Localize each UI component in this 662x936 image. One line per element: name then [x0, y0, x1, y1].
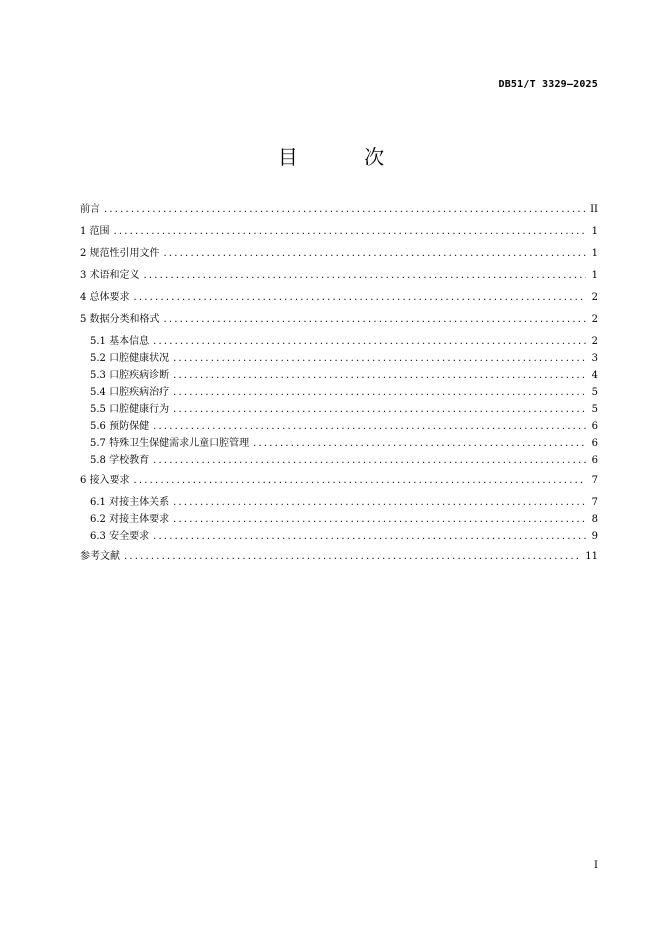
toc-entry-label: 6.1 对接主体关系	[90, 497, 170, 508]
toc-entry-page: 7	[591, 475, 598, 486]
toc-leader-dots	[173, 514, 586, 525]
toc-entry-label: 5.1 基本信息	[90, 336, 150, 347]
toc-entry[interactable]	[80, 527, 598, 543]
toc-entry-page: 2	[591, 314, 598, 325]
toc-leader-dots	[173, 387, 586, 398]
toc-entry-label: 5.3 口腔疾病诊断	[90, 370, 170, 381]
toc-entry[interactable]	[80, 434, 598, 450]
toc-leader-dots	[173, 497, 586, 508]
toc-entry-page: 1	[591, 226, 598, 237]
toc-entry[interactable]	[80, 332, 598, 348]
toc-entry-page: 6	[591, 421, 598, 432]
toc-entry[interactable]	[80, 547, 598, 564]
toc-entry-page: 1	[591, 270, 598, 281]
toc-entry[interactable]	[80, 471, 598, 488]
toc-leader-dots	[134, 475, 586, 486]
toc-entry-page: 11	[585, 551, 598, 562]
toc-entry[interactable]	[80, 383, 598, 399]
toc-entry[interactable]	[80, 493, 598, 509]
toc-entry[interactable]	[80, 366, 598, 382]
toc-entry-page: 2	[591, 336, 598, 347]
page-title: 目 次	[277, 145, 415, 169]
toc-entry-page: 8	[591, 514, 598, 525]
toc-entry[interactable]	[80, 417, 598, 433]
toc-entry-label: 5.2 口腔健康状况	[90, 353, 170, 364]
toc-entry[interactable]	[80, 244, 598, 261]
toc-entry-page: 7	[591, 497, 598, 508]
toc-entry-page: 3	[591, 353, 598, 364]
toc-entry[interactable]	[80, 349, 598, 365]
toc-leader-dots	[173, 370, 586, 381]
toc-leader-dots	[153, 421, 586, 432]
toc-entry[interactable]	[80, 451, 598, 467]
toc-entry[interactable]	[80, 266, 598, 283]
toc-entry-page: 4	[591, 370, 598, 381]
toc-leader-dots	[253, 438, 586, 449]
toc-leader-dots	[153, 336, 586, 347]
toc-entry-page: 6	[591, 455, 598, 466]
toc-leader-dots	[144, 270, 586, 281]
toc-entry-label: 5 数据分类和格式	[80, 314, 160, 325]
toc-leader-dots	[124, 551, 581, 562]
toc-leader-dots	[164, 314, 586, 325]
toc-entry-label: 3 术语和定义	[80, 270, 140, 281]
table-of-contents	[80, 200, 598, 569]
toc-entry-label: 5.6 预防保健	[90, 421, 150, 432]
toc-leader-dots	[173, 353, 586, 364]
toc-entry-page: 2	[591, 292, 598, 303]
toc-entry[interactable]	[80, 200, 598, 217]
toc-leader-dots	[134, 292, 586, 303]
toc-leader-dots	[104, 204, 586, 215]
toc-entry-label: 5.7 特殊卫生保健需求儿童口腔管理	[90, 438, 250, 449]
toc-entry-page: 9	[591, 531, 598, 542]
toc-entry-label: 前言	[80, 204, 100, 215]
toc-leader-dots	[114, 226, 586, 237]
toc-entry[interactable]	[80, 400, 598, 416]
toc-entry[interactable]	[80, 222, 598, 239]
toc-leader-dots	[153, 531, 586, 542]
toc-entry-label: 2 规范性引用文件	[80, 248, 160, 259]
toc-entry-label: 5.8 学校教育	[90, 455, 150, 466]
toc-entry-page: II	[590, 204, 598, 215]
toc-leader-dots	[153, 455, 586, 466]
toc-entry[interactable]	[80, 310, 598, 327]
toc-leader-dots	[173, 404, 586, 415]
toc-entry-page: 5	[591, 387, 598, 398]
toc-entry-label: 参考文献	[80, 551, 120, 562]
toc-leader-dots	[164, 248, 586, 259]
toc-entry-label: 6 接入要求	[80, 475, 130, 486]
toc-entry-page: 5	[591, 404, 598, 415]
toc-entry-label: 5.5 口腔健康行为	[90, 404, 170, 415]
toc-entry-label: 1 范围	[80, 226, 110, 237]
toc-entry[interactable]	[80, 510, 598, 526]
toc-entry[interactable]	[80, 288, 598, 305]
toc-entry-label: 5.4 口腔疾病治疗	[90, 387, 170, 398]
toc-entry-page: 6	[591, 438, 598, 449]
toc-entry-label: 6.2 对接主体要求	[90, 514, 170, 525]
document-code: DB51/T 3329—2025	[498, 79, 598, 90]
toc-entry-label: 6.3 安全要求	[90, 531, 150, 542]
toc-entry-page: 1	[591, 248, 598, 259]
toc-entry-label: 4 总体要求	[80, 292, 130, 303]
page-number: I	[594, 860, 598, 871]
